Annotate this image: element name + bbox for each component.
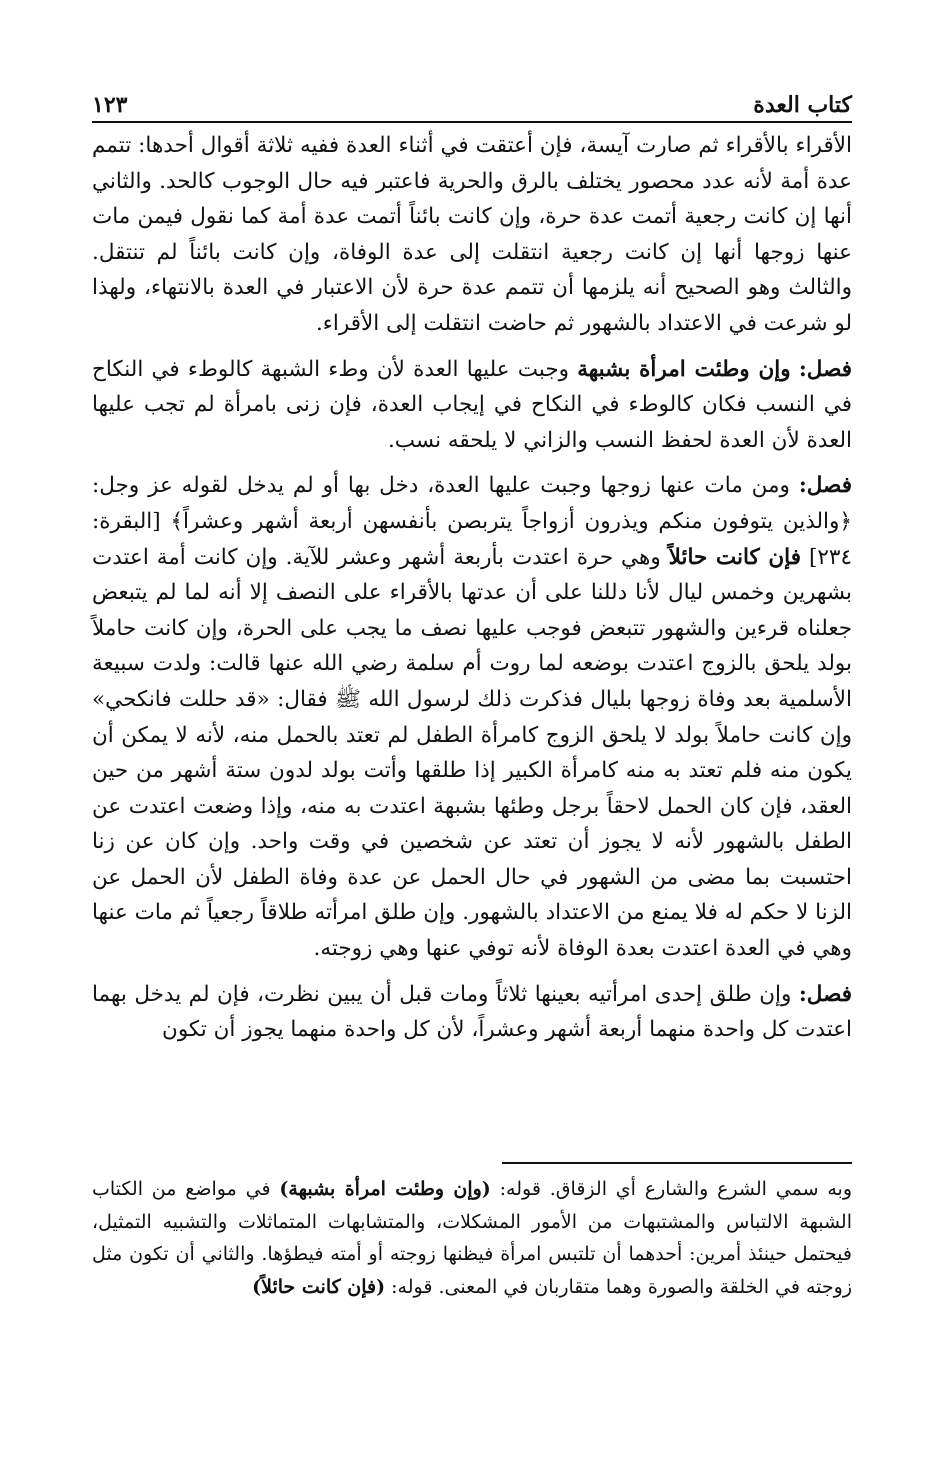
footnote-quote-1: (وإن وطئت امرأة بشبهة) [279,1178,491,1200]
paragraph-4-text: وإن طلق إحدى امرأتيه بعينها ثلاثاً ومات قبل أن يبين نظرت، فإن لم يدخل بهما اعتدت كل واحدة منهما أربعة أشهر وعشراً، لأن كل واحدة منهما يجوز أن تكون [92,981,852,1043]
footnote-text-b: في مواضع من الكتاب الشبهة الالتباس والمشتبهات من الأمور المشكلات، والمتشابهات المتماثلات والتشبيه التمثيل، فيحتمل حينئذ أمرين: أحدهما أن تلتبس امرأة فيظنها زوجته أو أمته فيطؤها. والثاني أن تكون مثل زوجته في الخلقة والصورة وهما متقاربان في المعنى. قوله: [92,1178,852,1298]
footnote [92,1173,852,1303]
footnote-paragraph [92,1173,852,1303]
page-header [92,78,852,118]
section-label: فصل: [798,981,852,1007]
paragraph-3-text-b: وهي حرة اعتدت بأربعة أشهر وعشر للآية. وإن كانت أمة اعتدت بشهرين وخمس ليال لأنا دللنا على أن عدتها بالأقراء على النصف إلا أنه لما لم يتبعض جعلناه قرءين والشهور تتبعض فوجب عليها نصف ما يجب على الحرة، وإن كانت حاملاً بولد يلحق بالزوج اعتدت بوضعه لما روت أم سلمة رضي الله عنها قالت: ولدت سبيعة الأسلمية بعد وفاة زوجها بليال فذكرت ذلك لرسول الله ﷺ فقال: «قد حللت فانكحي» وإن كانت حاملاً بولد لا يلحق الزوج كامرأة الطفل لم تعتد بالحمل منه، لأنه لا يمكن أن يكون منه فلم تعتد به منه كامرأة الكبير إذا طلقها وأتت بولد لدون ستة أشهر من حين العقد، فإن كان الحمل لاحقاً برجل وطئها بشبهة اعتدت به منه، وإذا وضعت اعتدت عن الطفل بالشهور لأنه لا يجوز أن تعتد عن شخصين في وقت واحد. وإن كان عن زنا احتسبت بما مضى من الشهور في حال الحمل عن عدة وفاة الطفل لأن الحمل عن الزنا لا حكم له فلا يمنع من الاعتداد بالشهور. وإن طلق امرأته طلاقاً رجعياً ثم مات عنها وهي في العدة اعتدت بعدة الوفاة لأنه توفي عنها وهي زوجته. [92,544,852,962]
section-label: فصل: [798,473,852,499]
paragraph-3 [92,468,852,966]
paragraph-3-text-a: ومن مات عنها زوجها وجبت عليها العدة، دخل بها أو لم يدخل لقوله عز وجل: ﴿والذين يتوفون منكم ويذرون أزواجاً يتربصن بأنفسهن أربعة أشهر وعشراً﴾ [البقرة: ٢٣٤] [92,473,852,570]
footnote-rule [502,1162,852,1164]
running-title: كتاب العدة [753,92,852,118]
header-rule [92,121,852,123]
paragraph-1-text: الأقراء بالأقراء ثم صارت آيسة، فإن أعتقت في أثناء العدة ففيه ثلاثة أقوال أحدها: تتمم عدة أمة لأنه عدد محصور يختلف بالرق والحرية فاعتبر فيه حال الوجوب كالحد. والثاني أنها إن كانت رجعية أتمت عدة حرة، وإن كانت بائناً أتمت عدة أمة كما نقول فيمن مات عنها زوجها أنها إن كانت رجعية انتقلت إلى عدة الوفاة، وإن كانت بائناً لم تنتقل. والثالث وهو الصحيح أنه يلزمها أن تتمم عدة حرة لأن الاعتبار في العدة بالانتهاء، ولهذا لو شرعت في الاعتداد بالشهور ثم حاضت انتقلت إلى الأقراء. [92,133,852,336]
section-label: فصل: [798,356,853,382]
paragraph-2-text: وجبت عليها العدة لأن وطء الشبهة كالوطء في النكاح في النسب فكان كالوطء في النكاح في إيجاب العدة، فإن زنى بامرأة لم تجب عليها العدة لأن العدة لحفظ النسب والزاني لا يلحقه نسب. [92,356,852,453]
paragraph-4 [92,977,852,1048]
footnote-text-a: وبه سمي الشرع والشارع أي الزقاق. قوله: [499,1178,853,1200]
main-text [92,128,852,1058]
paragraph-2 [92,352,852,459]
footnote-quote-2: (فإن كانت حائلاً) [252,1275,386,1298]
quoted-matn: وإن وطئت امرأة بشبهة [577,356,791,382]
quoted-matn: فإن كانت حائلاً [668,544,801,570]
page-number: ١٢٣ [92,92,128,118]
paragraph-1 [92,128,852,342]
